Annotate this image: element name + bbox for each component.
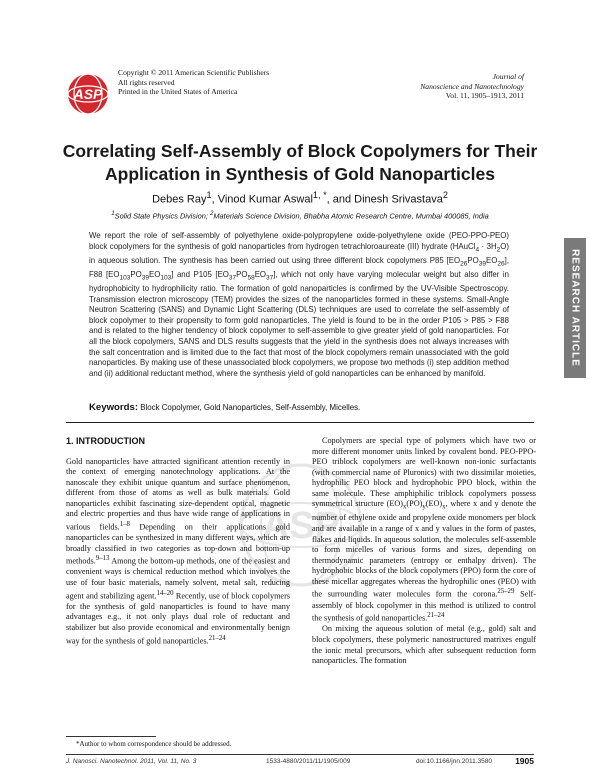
volume-info: Vol. 11, 1905–1913, 2011 <box>445 91 524 101</box>
journal-line: Journal of <box>492 72 524 81</box>
copyright-line: Printed in the United States of America <box>118 87 238 97</box>
abstract-text: ], F88 [EO <box>89 255 509 279</box>
abstract-text: PO <box>130 269 142 279</box>
sub: 39 <box>478 260 487 268</box>
footer-issn: 1533-4880/2011/11/1905/009 <box>266 758 351 765</box>
copyright-line: Copyright © 2011 American Scientific Publishers <box>118 68 270 77</box>
author-list <box>60 190 540 206</box>
body-text: Copolymers are special type of polymers which have two or more different monomer units linked by covalent bond. PEO-PPO-PEO triblock copolymers are well-known non-ionic surfactants (with commercial name of Pluronics) with two dissimilar moieties, hydrophilic PEO block and hydrophobic PPO block, within the same molecule. These amphiphilic triblock copolymers possess symmetrical structure (EO) <box>312 436 536 509</box>
column-left <box>66 436 290 647</box>
sub: 26 <box>497 260 505 268</box>
sub: x <box>403 503 407 511</box>
publisher-logo <box>66 72 110 116</box>
abstract-text: EO <box>149 269 161 279</box>
affil-sup: 2 <box>209 210 214 217</box>
sub: 103 <box>119 274 131 282</box>
body-text: Self-assembly of block copolymer in this method is utilized to control the synthesis of gold nanoparticles. <box>312 590 536 623</box>
ref: 1–8 <box>119 520 130 528</box>
section-divider <box>66 422 534 423</box>
sub: 58 <box>247 274 255 282</box>
author-sup: 1, * <box>312 190 327 200</box>
research-article-tab <box>564 238 586 378</box>
keywords-text: Block Copolymer, Gold Nanoparticles, Self-Assembly, Micelles. <box>140 403 361 412</box>
section-heading: 1. INTRODUCTION <box>66 436 146 446</box>
paragraph <box>66 457 290 647</box>
abstract-text: EO <box>486 255 498 265</box>
paper-title: Correlating Self-Assembly of Block Copolymers for Their Application in Synthesis of Gold Nanoparticles <box>62 141 538 184</box>
ref: 25–29 <box>497 588 515 596</box>
paragraph <box>312 624 536 666</box>
body-text: Among the bottom-up methods, one of the easiest and convenient ways is chemical reduction method which involves the use of four basic materials, namely solvent, metal salt, reducing agent and stabilizing agent. <box>66 556 290 601</box>
affil-text: Materials Science Division, Bhabha Atomic Research Centre, Mumbai 400085, India <box>213 211 489 221</box>
sub: x <box>442 503 446 511</box>
footer-rule <box>66 754 534 755</box>
author-sep: , and <box>326 193 355 206</box>
copyright-line: All rights reserved <box>118 77 175 87</box>
abstract-text: EO <box>254 269 267 279</box>
author-name: Dinesh Srivastava <box>354 193 443 206</box>
sub: 103 <box>160 274 172 282</box>
sub: 26 <box>460 260 468 268</box>
footer-doi: doi:10.1166/jnn.2011.3580 <box>416 758 493 765</box>
abstract-text: ] and P105 [EO <box>171 269 229 279</box>
author-name: Vinod Kumar Aswal <box>217 193 313 206</box>
journal-block <box>420 72 524 101</box>
body-text: , where x and y denote the number of ethylene oxide and propylene oxide monomers per block and are available in a range of x and y values in the form of pastes, flakes and liquids. In aqueous solution, the molecules self-assemble to form micelles of various forms and sizes, depending on thermodynamic parameters (entropy or enthalpy driven). The hydrophobic blocks of the block copolymers (PPO) form the core of these micellar aggregates whereas the hydrophilic ones (PEO) with the surrounding water molecules form the corona. <box>312 499 536 600</box>
affil-sup: 1 <box>111 210 115 217</box>
footnote-rule <box>66 736 156 737</box>
abstract-text: We report the role of self-assembly of polyethylene oxide-polypropylene oxide-polyethylene oxide (PEO-PPO-PEO) block copolymers for the synthesis of gold nanoparticles from hydrogen tetrachloroaureate (III) hydrate (HAuCl <box>89 231 509 251</box>
keywords-label: Keywords: <box>89 402 139 413</box>
sub: y <box>422 503 426 511</box>
abstract <box>89 231 509 379</box>
author-sep: , <box>211 193 218 206</box>
keywords <box>89 402 529 413</box>
paragraph <box>312 436 536 624</box>
ref: 14–20 <box>156 589 174 597</box>
sub: 37 <box>266 274 274 282</box>
watermark-text: ASP <box>261 505 341 547</box>
body-text: (PO) <box>406 499 423 509</box>
body-text: Recently, use of block copolymers for the synthesis of gold nanoparticles is found to have many advantages e.g., it not only plays dual role of reductant and stabilizer but also provide economical and environmentally benign way for the synthesis of gold nanoparticles. <box>66 591 290 646</box>
sub: 39 <box>141 274 150 282</box>
body-text: (EO) <box>425 499 443 509</box>
ref: 21–24 <box>208 634 226 642</box>
copyright-block <box>118 68 269 97</box>
abstract-text: PO <box>467 255 479 265</box>
sub: 2 <box>496 246 501 254</box>
abstract-text: ], which not only have varying molecular weight but also differ in hydrophobicity to hydrophilicity ratio. The formation of gold nanoparticles is confirmed by the UV-Visible Spectroscopy. Transmission electron microscopy (TEM) provides the sizes of the nanoparticles formed in these systems. Small-Angle Neutron Scattering (SANS) and Dynamic Light Scattering (DLS) techniques are used to correlate the self-assembly of block copolymer to their propensity to form gold nanoparticles. The yield is found to be in the order P105 > P85 > F88 and is related to the higher tendency of block copolymer to self-assemble to give greater yield of gold nanoparticles. For all the block copolymers, SANS and DLS results suggests that the yield in the synthesis does not always increases with the salt concentration and is limited due to the fact that most of the block copolymers remain unassociated with the gold nanoparticles. By making use of these unassociated block copolymers, we propose two methods (i) step addition method and (ii) additional reductant method, where the synthesis yield of gold nanoparticles can be enhanced by manifold. <box>89 269 509 378</box>
footnote: *Author to whom correspondence should be addressed. <box>76 740 232 748</box>
tab-label: RESEARCH ARTICLE <box>569 249 581 367</box>
page-number: 1905 <box>515 756 534 766</box>
footer-journal: J. Nanosci. Nanotechnol. 2011, Vol. 11, No. 3 <box>66 758 197 765</box>
affiliations <box>60 210 540 220</box>
ref: 21–24 <box>427 612 445 620</box>
sub: 4 <box>475 246 480 254</box>
body-text: On mixing the aqueous solution of metal (e.g., gold) salt and block copolymers, these polymeric nanostructured matrixes engulf the ionic metal precursors, which after subsequent reduction form nanoparticles. The formation <box>312 624 536 666</box>
body-text: Gold nanoparticles have attracted significant attention recently in the context of emerging nanotechnology applications. At the nanoscale they exhibit unique quantum and surface phenomenon, different from those of atoms as well as bulk materials. Gold nanoparticles exhibit fascinating size-dependent optical, magnetic and electric properties and thus have wide range of applications in various fields. <box>66 456 290 532</box>
author-sup: 2 <box>442 190 448 200</box>
sub: 37 <box>228 274 237 282</box>
abstract-text: PO <box>236 269 248 279</box>
logo-text: ASP <box>73 86 103 102</box>
abstract-text: · 3H <box>479 241 497 251</box>
author-sup: 1 <box>206 190 212 200</box>
author-name: Debes Ray <box>152 193 207 206</box>
journal-name: Nanoscience and Nanotechnology <box>420 81 524 91</box>
column-right <box>312 436 536 667</box>
abstract-text: O) in aqueous solution. The synthesis has been carried out using three different block copolymers P85 [EO <box>89 241 509 265</box>
ref: 9–13 <box>95 555 110 563</box>
body-text: Depending on their applications gold nanoparticles can be synthesized in many different ways, which are broadly classified in two categories as top-down and bottom-up methods. <box>66 522 290 566</box>
affil-text: Solid State Physics Division; <box>114 211 210 221</box>
